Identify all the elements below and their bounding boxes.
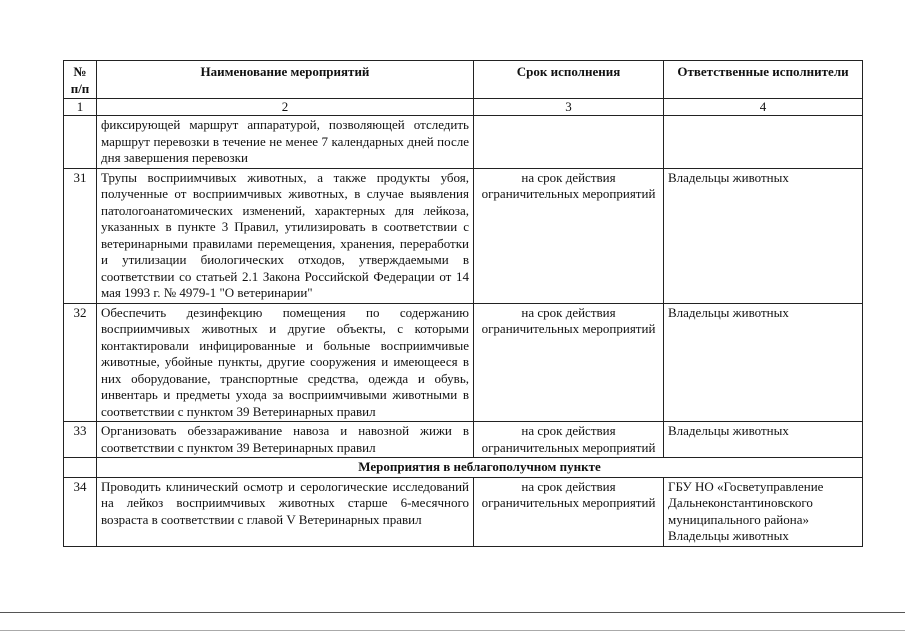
row-text: Организовать обеззараживание навоза и навозной жижи в соответствии с пунктом 39 Ветеринарных правил (97, 422, 474, 458)
row-term: на срок действия ограничительных мероприятий (474, 303, 664, 422)
section-title: Мероприятия в неблагополучном пункте (97, 458, 863, 478)
colnum-1: 1 (64, 99, 97, 116)
section-row (64, 458, 863, 478)
row-num: 31 (64, 168, 97, 303)
header-resp: Ответственные исполнители (664, 61, 863, 99)
column-number-row (64, 99, 863, 116)
section-num (64, 458, 97, 478)
row-resp: Владельцы животных (664, 168, 863, 303)
row-resp: Владельцы животных (664, 422, 863, 458)
row-resp (664, 116, 863, 169)
colnum-4: 4 (664, 99, 863, 116)
header-name: Наименование мероприятий (97, 61, 474, 99)
row-num: 34 (64, 477, 97, 546)
row-term (474, 116, 664, 169)
row-num: 32 (64, 303, 97, 422)
row-text: фиксирующей маршрут аппаратурой, позволяющей отследить маршрут перевозки в течение не менее 7 календарных дней после дня завершения перевозки (97, 116, 474, 169)
table-row (64, 303, 863, 422)
header-term: Срок исполнения (474, 61, 664, 99)
measures-table (63, 60, 863, 547)
row-text: Обеспечить дезинфекцию помещения по содержанию восприимчивых животных и другие объекты, с которыми контактировали инфицированные и больные восприимчивые животные, убойные пункты, другие сооружения и имеющееся в них оборудование, транспортные средства, одежда и обувь, инвентарь и предметы ухода за восприимчивыми животными в соответствии с пунктом 39 Ветеринарных правил (97, 303, 474, 422)
row-resp: Владельцы животных (664, 303, 863, 422)
row-term: на срок действия ограничительных мероприятий (474, 422, 664, 458)
colnum-3: 3 (474, 99, 664, 116)
scan-edge-line-lower (0, 630, 905, 631)
row-resp: ГБУ НО «Госветуправление Дальнеконстантиновского муниципального района» Владельцы животных (664, 477, 863, 546)
row-term: на срок действия ограничительных мероприятий (474, 477, 664, 546)
row-num (64, 116, 97, 169)
colnum-2: 2 (97, 99, 474, 116)
table-row-continuation (64, 116, 863, 169)
header-num: № п/п (64, 61, 97, 99)
row-text: Трупы восприимчивых животных, а также продукты убоя, полученные от восприимчивых животных, в случае выявления патологоанатомических изменений, характерных для лейкоза, указанных в пункте 3 Правил, утилизировать в соответствии с ветеринарными правилами перемещения, хранения, переработки и утилизации биологических отходов, утверждаемыми в соответствии со статьей 2.1 Закона Российской Федерации от 14 мая 1993 г. № 4979-1 "О ветеринарии" (97, 168, 474, 303)
table-row (64, 477, 863, 546)
scan-edge-line (0, 612, 905, 613)
table-row (64, 168, 863, 303)
row-term: на срок действия ограничительных мероприятий (474, 168, 664, 303)
table-row (64, 422, 863, 458)
header-row (64, 61, 863, 99)
row-num: 33 (64, 422, 97, 458)
row-text: Проводить клинический осмотр и серологические исследований на лейкоз восприимчивых животных старше 6-месячного возраста в соответствии с главой V Ветеринарных правил (97, 477, 474, 546)
